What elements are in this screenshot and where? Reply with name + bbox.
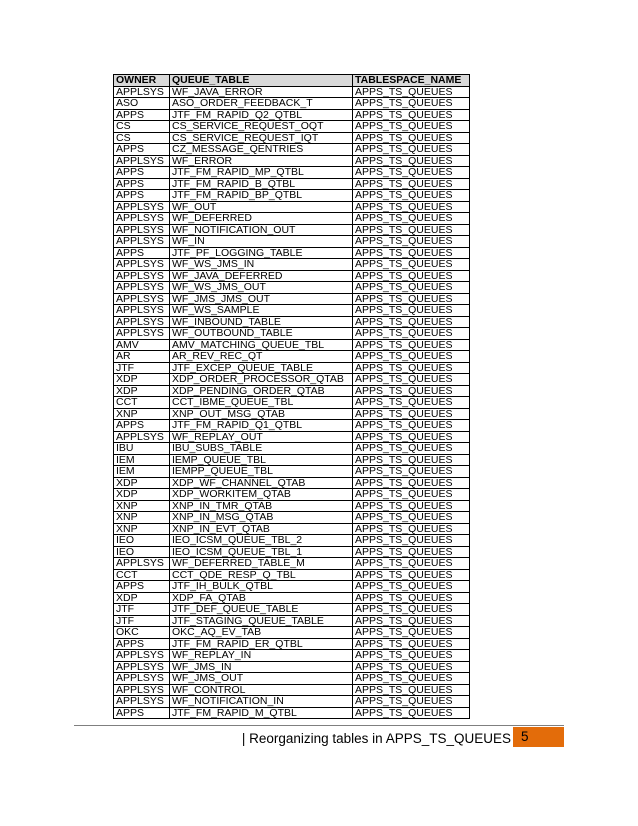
table-row (114, 523, 470, 535)
queue-table-cell: JTF_FM_RAPID_BP_QTBL (170, 190, 353, 202)
owner-cell: CCT (114, 397, 170, 409)
column-header-owner: OWNER (114, 75, 170, 87)
table-row (114, 477, 470, 489)
tablespace-name-cell: APPS_TS_QUEUES (353, 224, 470, 236)
table-row (114, 650, 470, 662)
table-row (114, 546, 470, 558)
queue-table-cell: JTF_PF_LOGGING_TABLE (170, 247, 353, 259)
owner-cell: XDP (114, 477, 170, 489)
table-row (114, 178, 470, 190)
table-row (114, 627, 470, 639)
tablespace-name-cell: APPS_TS_QUEUES (353, 489, 470, 501)
queue-table-cell: WF_JMS_JMS_OUT (170, 293, 353, 305)
owner-cell: CS (114, 132, 170, 144)
queue-table-cell: WF_IN (170, 236, 353, 248)
tablespace-name-cell: APPS_TS_QUEUES (353, 673, 470, 685)
owner-cell: APPS (114, 247, 170, 259)
queue-table-cell: WF_CONTROL (170, 684, 353, 696)
queue-table-cell: WF_DEFERRED_TABLE_M (170, 558, 353, 570)
queue-table-cell: JTF_IH_BULK_QTBL (170, 581, 353, 593)
table-row (114, 673, 470, 685)
queue-table-cell: WF_JMS_OUT (170, 673, 353, 685)
queue-table-cell: XNP_IN_MSG_QTAB (170, 512, 353, 524)
tablespace-name-cell: APPS_TS_QUEUES (353, 98, 470, 110)
owner-cell: APPLSYS (114, 431, 170, 443)
tablespace-name-cell: APPS_TS_QUEUES (353, 592, 470, 604)
owner-cell: APPS (114, 707, 170, 719)
queue-table-cell: JTF_FM_RAPID_Q2_QTBL (170, 109, 353, 121)
queue-table-cell: XDP_ORDER_PROCESSOR_QTAB (170, 374, 353, 386)
tablespace-name-cell: APPS_TS_QUEUES (353, 638, 470, 650)
queue-table-cell: JTF_STAGING_QUEUE_TABLE (170, 615, 353, 627)
table-row (114, 443, 470, 455)
table-row (114, 684, 470, 696)
table-row (114, 374, 470, 386)
queue-table-cell: WF_WS_SAMPLE (170, 305, 353, 317)
owner-cell: XDP (114, 385, 170, 397)
owner-cell: APPLSYS (114, 305, 170, 317)
tablespace-name-cell: APPS_TS_QUEUES (353, 569, 470, 581)
queue-table-cell: JTF_EXCEP_QUEUE_TABLE (170, 362, 353, 374)
owner-cell: APPLSYS (114, 650, 170, 662)
table-row (114, 385, 470, 397)
tablespace-name-cell: APPS_TS_QUEUES (353, 615, 470, 627)
queue-table-cell: AMV_MATCHING_QUEUE_TBL (170, 339, 353, 351)
tablespace-name-cell: APPS_TS_QUEUES (353, 684, 470, 696)
tablespace-name-cell: APPS_TS_QUEUES (353, 362, 470, 374)
tablespace-name-cell: APPS_TS_QUEUES (353, 247, 470, 259)
tablespace-name-cell: APPS_TS_QUEUES (353, 144, 470, 156)
queue-table-cell: JTF_DEF_QUEUE_TABLE (170, 604, 353, 616)
owner-cell: APPLSYS (114, 558, 170, 570)
queue-table-cell: WF_WS_JMS_OUT (170, 282, 353, 294)
table-row (114, 270, 470, 282)
tablespace-name-cell: APPS_TS_QUEUES (353, 500, 470, 512)
table-row (114, 615, 470, 627)
owner-cell: XDP (114, 592, 170, 604)
table-row (114, 282, 470, 294)
tablespace-name-cell: APPS_TS_QUEUES (353, 408, 470, 420)
owner-cell: ASO (114, 98, 170, 110)
owner-cell: APPLSYS (114, 684, 170, 696)
tablespace-name-cell: APPS_TS_QUEUES (353, 121, 470, 133)
table-row (114, 86, 470, 98)
table-row (114, 98, 470, 110)
owner-cell: APPS (114, 420, 170, 432)
table-row (114, 489, 470, 501)
queue-table-cell: CZ_MESSAGE_QENTRIES (170, 144, 353, 156)
owner-cell: APPS (114, 178, 170, 190)
table-row (114, 167, 470, 179)
table-row (114, 362, 470, 374)
queue-table-cell: IEMPP_QUEUE_TBL (170, 466, 353, 478)
table-row (114, 581, 470, 593)
tablespace-name-cell: APPS_TS_QUEUES (353, 109, 470, 121)
owner-cell: AMV (114, 339, 170, 351)
queue-table-cell: IBU_SUBS_TABLE (170, 443, 353, 455)
tablespace-name-cell: APPS_TS_QUEUES (353, 339, 470, 351)
owner-cell: APPLSYS (114, 155, 170, 167)
owner-cell: APPLSYS (114, 316, 170, 328)
owner-cell: APPLSYS (114, 259, 170, 271)
owner-cell: APPLSYS (114, 673, 170, 685)
tablespace-name-cell: APPS_TS_QUEUES (353, 385, 470, 397)
tablespace-name-cell: APPS_TS_QUEUES (353, 535, 470, 547)
owner-cell: XDP (114, 374, 170, 386)
owner-cell: CCT (114, 569, 170, 581)
table-row (114, 190, 470, 202)
owner-cell: JTF (114, 615, 170, 627)
column-header-queue-table: QUEUE_TABLE (170, 75, 353, 87)
owner-cell: AR (114, 351, 170, 363)
tablespace-name-cell: APPS_TS_QUEUES (353, 213, 470, 225)
tablespace-name-cell: APPS_TS_QUEUES (353, 581, 470, 593)
footer-divider (74, 725, 564, 726)
owner-cell: XNP (114, 512, 170, 524)
table-row (114, 259, 470, 271)
table-row (114, 512, 470, 524)
table-row (114, 213, 470, 225)
owner-cell: APPLSYS (114, 293, 170, 305)
queue-table-cell: JTF_FM_RAPID_Q1_QTBL (170, 420, 353, 432)
column-header-tablespace-name: TABLESPACE_NAME (353, 75, 470, 87)
tablespace-name-cell: APPS_TS_QUEUES (353, 477, 470, 489)
tablespace-name-cell: APPS_TS_QUEUES (353, 397, 470, 409)
table-body (114, 86, 470, 719)
tablespace-name-cell: APPS_TS_QUEUES (353, 178, 470, 190)
table-row (114, 201, 470, 213)
tablespace-name-cell: APPS_TS_QUEUES (353, 661, 470, 673)
owner-cell: APPLSYS (114, 270, 170, 282)
queue-table-cell: IEO_ICSM_QUEUE_TBL_1 (170, 546, 353, 558)
owner-cell: JTF (114, 362, 170, 374)
tablespace-name-cell: APPS_TS_QUEUES (353, 466, 470, 478)
tablespace-name-cell: APPS_TS_QUEUES (353, 558, 470, 570)
table-row (114, 604, 470, 616)
table-row (114, 397, 470, 409)
owner-cell: IEO (114, 546, 170, 558)
table-row (114, 316, 470, 328)
queue-table-cell: WF_JAVA_ERROR (170, 86, 353, 98)
queue-table-cell: XDP_PENDING_ORDER_QTAB (170, 385, 353, 397)
owner-cell: APPLSYS (114, 236, 170, 248)
page-number: 5 (513, 727, 564, 747)
tablespace-name-cell: APPS_TS_QUEUES (353, 201, 470, 213)
queue-table-cell: JTF_FM_RAPID_B_QTBL (170, 178, 353, 190)
table-row (114, 592, 470, 604)
tablespace-name-cell: APPS_TS_QUEUES (353, 546, 470, 558)
table-row (114, 707, 470, 719)
queue-table-cell: JTF_FM_RAPID_M_QTBL (170, 707, 353, 719)
footer-title: | Reorganizing tables in APPS_TS_QUEUES (241, 731, 511, 746)
table-row (114, 500, 470, 512)
owner-cell: APPS (114, 638, 170, 650)
tablespace-name-cell: APPS_TS_QUEUES (353, 328, 470, 340)
queue-table-cell: WF_WS_JMS_IN (170, 259, 353, 271)
owner-cell: APPLSYS (114, 661, 170, 673)
queue-table-cell: CS_SERVICE_REQUEST_OQT (170, 121, 353, 133)
table-row (114, 351, 470, 363)
table-row (114, 558, 470, 570)
table-row (114, 236, 470, 248)
tablespace-name-cell: APPS_TS_QUEUES (353, 155, 470, 167)
queue-table-cell: WF_JAVA_DEFERRED (170, 270, 353, 282)
tablespace-name-cell: APPS_TS_QUEUES (353, 236, 470, 248)
owner-cell: APPLSYS (114, 201, 170, 213)
tablespace-name-cell: APPS_TS_QUEUES (353, 316, 470, 328)
owner-cell: APPS (114, 190, 170, 202)
queue-table-cell: WF_NOTIFICATION_OUT (170, 224, 353, 236)
owner-cell: IEO (114, 535, 170, 547)
owner-cell: JTF (114, 604, 170, 616)
owner-cell: APPS (114, 581, 170, 593)
table-row (114, 339, 470, 351)
tablespace-name-cell: APPS_TS_QUEUES (353, 650, 470, 662)
queue-table (113, 74, 470, 719)
queue-table-cell: XNP_OUT_MSG_QTAB (170, 408, 353, 420)
table-row (114, 420, 470, 432)
tablespace-name-cell: APPS_TS_QUEUES (353, 282, 470, 294)
queue-table-cell: WF_JMS_IN (170, 661, 353, 673)
tablespace-name-cell: APPS_TS_QUEUES (353, 512, 470, 524)
queue-table-cell: AR_REV_REC_QT (170, 351, 353, 363)
queue-table-cell: XNP_IN_TMR_QTAB (170, 500, 353, 512)
table-row (114, 305, 470, 317)
queue-table-cell: XDP_FA_QTAB (170, 592, 353, 604)
table-row (114, 328, 470, 340)
tablespace-name-cell: APPS_TS_QUEUES (353, 351, 470, 363)
tablespace-name-cell: APPS_TS_QUEUES (353, 627, 470, 639)
table-row (114, 535, 470, 547)
table-row (114, 569, 470, 581)
owner-cell: OKC (114, 627, 170, 639)
queue-table-cell: WF_REPLAY_OUT (170, 431, 353, 443)
table-row (114, 132, 470, 144)
tablespace-name-cell: APPS_TS_QUEUES (353, 132, 470, 144)
owner-cell: XDP (114, 489, 170, 501)
table-row (114, 109, 470, 121)
queue-table-cell: ASO_ORDER_FEEDBACK_T (170, 98, 353, 110)
owner-cell: APPLSYS (114, 696, 170, 708)
tablespace-name-cell: APPS_TS_QUEUES (353, 270, 470, 282)
queue-table-cell: WF_INBOUND_TABLE (170, 316, 353, 328)
queue-table-cell: JTF_FM_RAPID_ER_QTBL (170, 638, 353, 650)
owner-cell: APPS (114, 144, 170, 156)
queue-table-cell: CCT_IBME_QUEUE_TBL (170, 397, 353, 409)
queue-table-cell: CS_SERVICE_REQUEST_IQT (170, 132, 353, 144)
owner-cell: APPS (114, 109, 170, 121)
queue-table-cell: XDP_WORKITEM_QTAB (170, 489, 353, 501)
tablespace-name-cell: APPS_TS_QUEUES (353, 374, 470, 386)
table-row (114, 638, 470, 650)
queue-table-cell: IEMP_QUEUE_TBL (170, 454, 353, 466)
tablespace-name-cell: APPS_TS_QUEUES (353, 707, 470, 719)
queue-table-cell: WF_OUT (170, 201, 353, 213)
owner-cell: XNP (114, 500, 170, 512)
table-row (114, 293, 470, 305)
owner-cell: IEM (114, 466, 170, 478)
queue-table-cell: JTF_FM_RAPID_MP_QTBL (170, 167, 353, 179)
queue-table-cell: WF_NOTIFICATION_IN (170, 696, 353, 708)
owner-cell: APPLSYS (114, 86, 170, 98)
queue-table-cell: WF_OUTBOUND_TABLE (170, 328, 353, 340)
tablespace-name-cell: APPS_TS_QUEUES (353, 293, 470, 305)
owner-cell: APPS (114, 167, 170, 179)
tablespace-name-cell: APPS_TS_QUEUES (353, 443, 470, 455)
table-row (114, 696, 470, 708)
tablespace-name-cell: APPS_TS_QUEUES (353, 86, 470, 98)
queue-table-cell: IEO_ICSM_QUEUE_TBL_2 (170, 535, 353, 547)
table-row (114, 224, 470, 236)
queue-table-cell: WF_REPLAY_IN (170, 650, 353, 662)
queue-table-cell: XDP_WF_CHANNEL_QTAB (170, 477, 353, 489)
table-row (114, 431, 470, 443)
tablespace-name-cell: APPS_TS_QUEUES (353, 167, 470, 179)
owner-cell: APPLSYS (114, 213, 170, 225)
table-row (114, 247, 470, 259)
queue-table-cell: XNP_IN_EVT_QTAB (170, 523, 353, 535)
table-row (114, 408, 470, 420)
queue-table-cell: WF_DEFERRED (170, 213, 353, 225)
owner-cell: XNP (114, 408, 170, 420)
table-header (114, 75, 470, 87)
owner-cell: IBU (114, 443, 170, 455)
tablespace-name-cell: APPS_TS_QUEUES (353, 454, 470, 466)
owner-cell: CS (114, 121, 170, 133)
queue-table-cell: OKC_AQ_EV_TAB (170, 627, 353, 639)
table-row (114, 144, 470, 156)
tablespace-name-cell: APPS_TS_QUEUES (353, 604, 470, 616)
table-row (114, 121, 470, 133)
tablespace-name-cell: APPS_TS_QUEUES (353, 259, 470, 271)
header-row (114, 75, 470, 87)
tablespace-name-cell: APPS_TS_QUEUES (353, 431, 470, 443)
table-row (114, 155, 470, 167)
owner-cell: APPLSYS (114, 224, 170, 236)
owner-cell: XNP (114, 523, 170, 535)
table-row (114, 454, 470, 466)
tablespace-name-cell: APPS_TS_QUEUES (353, 190, 470, 202)
tablespace-name-cell: APPS_TS_QUEUES (353, 420, 470, 432)
queue-table-cell: WF_ERROR (170, 155, 353, 167)
owner-cell: APPLSYS (114, 328, 170, 340)
table-row (114, 661, 470, 673)
tablespace-name-cell: APPS_TS_QUEUES (353, 696, 470, 708)
tablespace-name-cell: APPS_TS_QUEUES (353, 305, 470, 317)
table-row (114, 466, 470, 478)
queue-table-cell: CCT_QDE_RESP_Q_TBL (170, 569, 353, 581)
tablespace-name-cell: APPS_TS_QUEUES (353, 523, 470, 535)
owner-cell: IEM (114, 454, 170, 466)
owner-cell: APPLSYS (114, 282, 170, 294)
